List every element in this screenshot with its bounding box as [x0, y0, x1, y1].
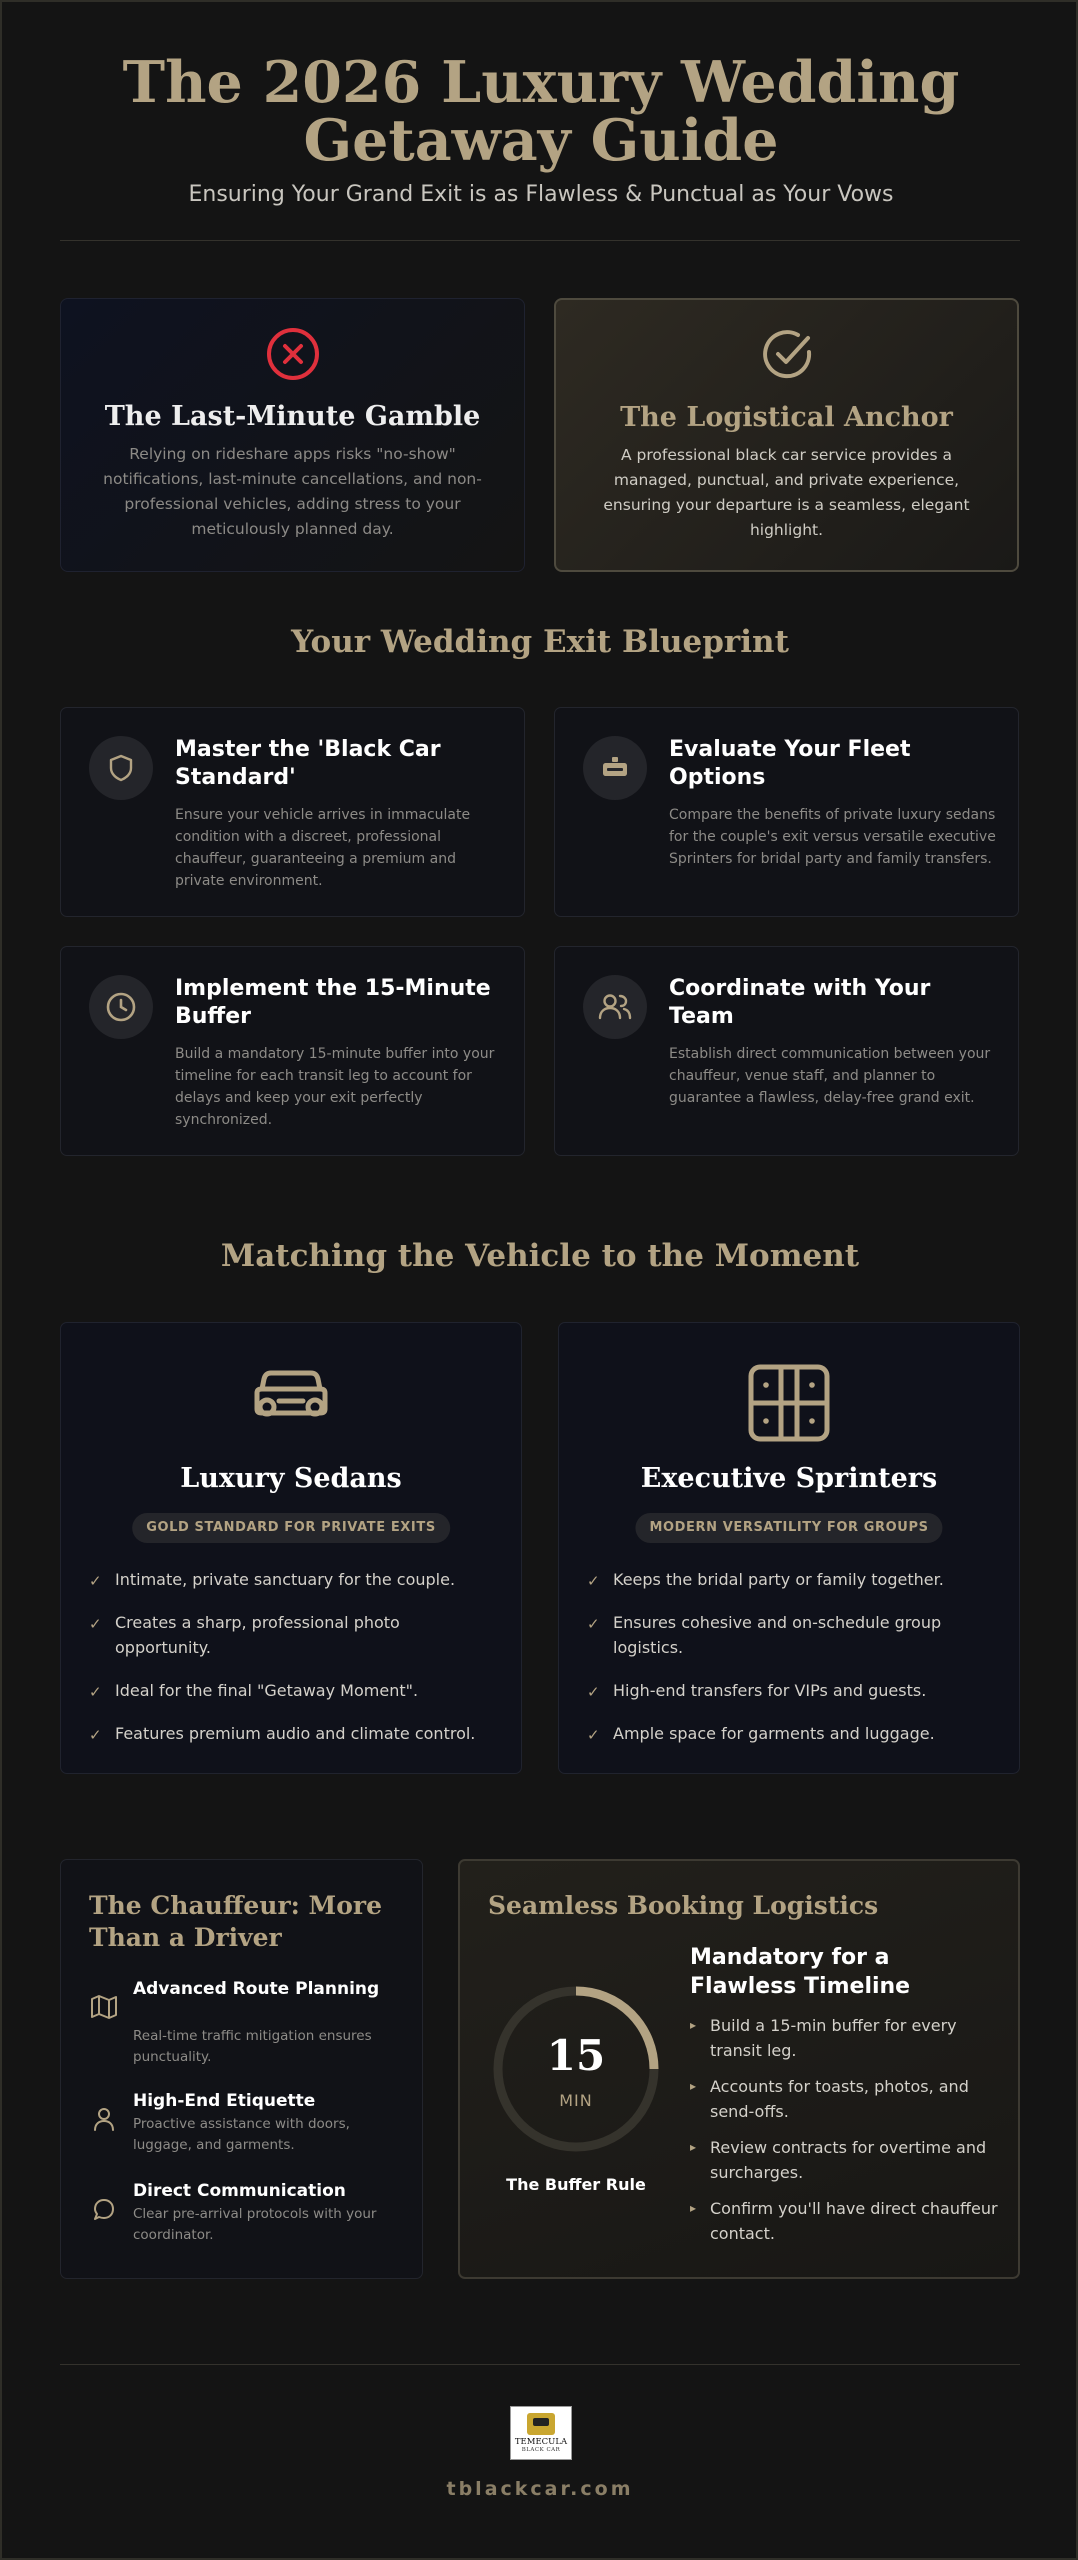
bullet-arrow-icon: ▸	[690, 2140, 697, 2154]
vehicle-badge: MODERN VERSATILITY FOR GROUPS	[635, 1513, 942, 1543]
ring-value: 15	[546, 2031, 606, 2080]
chauffeur-item-title: High-End Etiquette	[133, 2091, 316, 2111]
car-front-icon	[598, 751, 632, 785]
vehicle-badge: GOLD STANDARD FOR PRIVATE EXITS	[132, 1513, 450, 1543]
vehicle-title: Luxury Sedans	[180, 1463, 402, 1494]
vehicles-title: Matching the Vehicle to the Moment	[220, 1238, 860, 1274]
blueprint-card-text: Establish direct communication between your chauffeur, venue staff, and planner to guarantee a flawless, delay-free grand exit.	[669, 1046, 991, 1106]
booking-points	[690, 2013, 1000, 2257]
booking-title: Seamless Booking Logistics	[488, 1891, 879, 1920]
check-icon: ✓	[89, 1683, 102, 1701]
chauffeur-item-text: Proactive assistance with doors, luggage, and garments.	[133, 2116, 350, 2153]
gamble-card	[60, 298, 525, 572]
logo-line2: BLACK CAR	[521, 2446, 561, 2453]
card-text: A professional black car service provides a managed, punctual, and private experience, ensuring your departure is a seamless, elegant highlight.	[603, 446, 970, 539]
check-icon: ✓	[89, 1615, 102, 1633]
booking-card	[458, 1859, 1020, 2279]
vehicle-title: Executive Sprinters	[640, 1463, 938, 1494]
clock-icon	[104, 990, 138, 1024]
chauffeur-item-title: Direct Communication	[133, 2181, 346, 2201]
list-item: ✓ High-end transfers for VIPs and guests.	[587, 1678, 995, 1703]
chauffeur-title: The Chauffeur: More Than a Driver	[89, 1891, 382, 1952]
blueprint-card	[60, 707, 525, 917]
sedan-card	[60, 1322, 522, 1774]
users-icon	[597, 990, 633, 1024]
sprinter-card	[558, 1322, 1020, 1774]
blueprint-title: Your Wedding Exit Blueprint	[291, 624, 789, 660]
van-icon	[747, 1363, 831, 1443]
blueprint-card-title: Master the 'Black Car Standard'	[175, 737, 441, 790]
list-item: ✓ Intimate, private sanctuary for the couple.	[89, 1567, 497, 1592]
ring-unit: MIN	[559, 2091, 593, 2110]
vehicle-points	[89, 1567, 497, 1764]
chauffeur-card	[60, 1859, 423, 2279]
card-text: Relying on rideshare apps risks "no-show" notifications, last-minute cancellations, and non-professional vehicles, adding stress to your meticulously planned day.	[103, 445, 482, 538]
check-icon: ✓	[587, 1615, 600, 1633]
check-icon: ✓	[89, 1726, 102, 1744]
bullet-arrow-icon: ▸	[690, 2079, 697, 2093]
bullet-arrow-icon: ▸	[690, 2018, 697, 2032]
list-item: ✓ Creates a sharp, professional photo opportunity.	[89, 1613, 400, 1657]
blueprint-card-text: Build a mandatory 15-minute buffer into your timeline for each transit leg to account for delays and keep your exit perfectly synchronized.	[175, 1046, 495, 1128]
list-item: ✓ Ample space for garments and luggage.	[587, 1721, 995, 1746]
check-icon: ✓	[587, 1572, 600, 1590]
check-icon: ✓	[89, 1572, 102, 1590]
bullet-arrow-icon: ▸	[690, 2201, 697, 2215]
blueprint-card-title: Implement the 15-Minute Buffer	[175, 976, 491, 1029]
list-item: ✓ Ideal for the final "Getaway Moment".	[89, 1678, 497, 1703]
website-link[interactable]: tblackcar.com	[446, 2478, 634, 2500]
shield-icon	[105, 752, 137, 784]
chauffeur-item-text: Clear pre-arrival protocols with your coordinator.	[133, 2206, 377, 2243]
car-logo-icon	[527, 2413, 555, 2435]
card-title: The Logistical Anchor	[620, 402, 953, 433]
check-icon: ✓	[587, 1726, 600, 1744]
blueprint-card-text: Ensure your vehicle arrives in immaculate condition with a discreet, professional chauffeur, guaranteeing a premium and private environment.	[175, 807, 471, 889]
list-item: ▸ Review contracts for overtime and surcharges.	[690, 2135, 1000, 2185]
blueprint-card-title: Evaluate Your Fleet Options	[669, 737, 911, 790]
chauffeur-item-text: Real-time traffic mitigation ensures punctuality.	[133, 2028, 372, 2065]
list-item: ✓ Ensures cohesive and on-schedule group logistics.	[587, 1613, 942, 1657]
logo-line1: TEMECULA	[514, 2436, 568, 2447]
x-circle-icon	[266, 327, 320, 381]
vehicle-points	[587, 1567, 995, 1764]
list-item: ✓ Features premium audio and climate control.	[89, 1721, 497, 1746]
ring-caption: The Buffer Rule	[506, 2175, 646, 2194]
user-icon	[89, 2104, 119, 2134]
check-circle-icon	[760, 328, 814, 382]
list-item: ▸ Accounts for toasts, photos, and send-offs.	[690, 2074, 1000, 2124]
divider	[60, 2364, 1020, 2365]
blueprint-card	[554, 707, 1019, 917]
page-subtitle: Ensuring Your Grand Exit is as Flawless & Punctual as Your Vows	[188, 182, 894, 207]
blueprint-card	[554, 946, 1019, 1156]
blueprint-card	[60, 946, 525, 1156]
check-icon: ✓	[587, 1683, 600, 1701]
message-circle-icon	[89, 2194, 119, 2224]
blueprint-card-title: Coordinate with Your Team	[669, 976, 931, 1029]
page-title: The 2026 Luxury Wedding Getaway Guide	[122, 49, 960, 174]
map-icon	[89, 1992, 119, 2022]
list-item: ▸ Confirm you'll have direct chauffeur contact.	[690, 2196, 1000, 2246]
divider	[60, 240, 1020, 241]
brand-logo	[510, 2406, 572, 2460]
chauffeur-item-title: Advanced Route Planning	[133, 1979, 380, 1999]
anchor-card	[554, 298, 1019, 572]
booking-subtitle: Mandatory for a Flawless Timeline	[690, 1945, 911, 1999]
blueprint-card-text: Compare the benefits of private luxury sedans for the couple's exit versus versatile executive Sprinters for bridal party and family transfers.	[669, 807, 996, 867]
card-title: The Last-Minute Gamble	[104, 401, 481, 432]
list-item: ▸ Build a 15-min buffer for every transit leg.	[690, 2013, 1000, 2063]
sedan-icon	[249, 1363, 333, 1433]
list-item: ✓ Keeps the bridal party or family together.	[587, 1567, 995, 1592]
